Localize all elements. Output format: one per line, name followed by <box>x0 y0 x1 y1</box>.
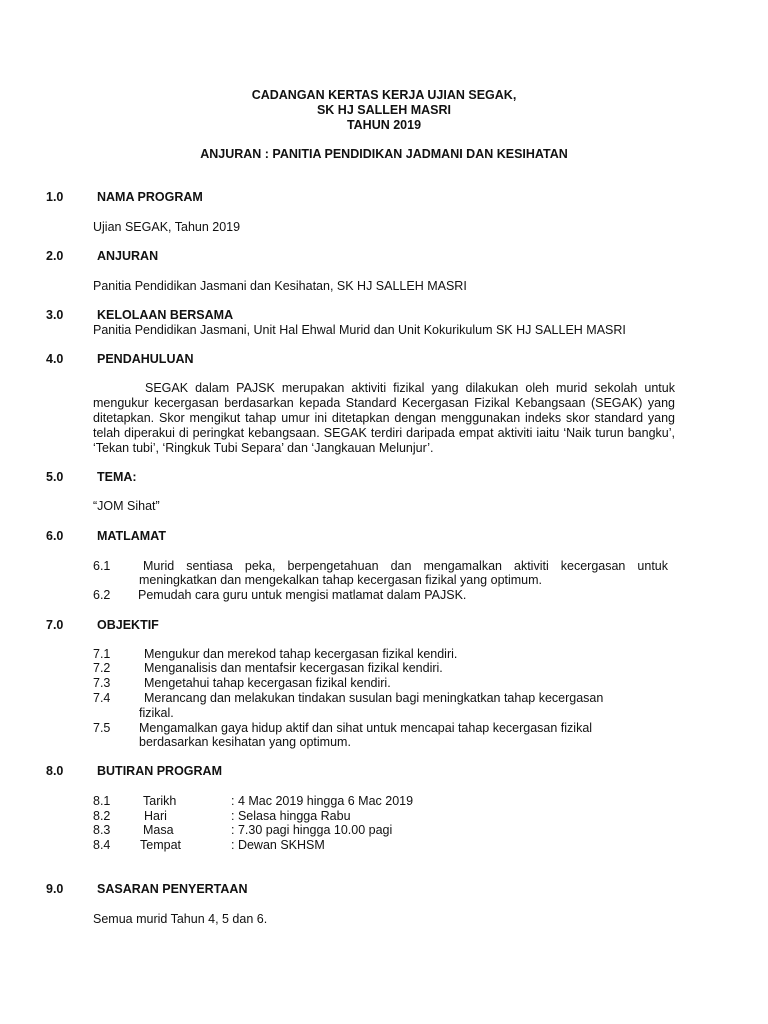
section-5-text: “JOM Sihat” <box>93 499 160 513</box>
section-1-num: 1.0 <box>46 190 64 204</box>
butiran-label: Masa <box>143 823 174 837</box>
objektif-text: Mengetahui tahap kecergasan fizikal kendiri. <box>144 676 391 690</box>
section-5-title: TEMA: <box>97 470 137 484</box>
butiran-value: : Dewan SKHSM <box>231 838 325 852</box>
objektif-num: 7.3 <box>93 676 111 690</box>
doc-title-line2: SK HJ SALLEH MASRI <box>316 103 452 117</box>
butiran-label: Tempat <box>140 838 181 852</box>
objektif-text: Merancang dan melakukan tindakan susulan bagi meningkatkan tahap kecergasan <box>144 691 604 705</box>
section-6-num: 6.0 <box>46 529 64 543</box>
objektif-num: 7.5 <box>93 721 111 735</box>
butiran-value: : 4 Mac 2019 hingga 6 Mac 2019 <box>231 794 414 808</box>
matlamat-num: 6.1 <box>93 559 111 573</box>
doc-organiser: ANJURAN : PANITIA PENDIDIKAN JADMANI DAN KESIHATAN <box>200 147 568 161</box>
doc-title-line3: TAHUN 2019 <box>346 118 422 132</box>
butiran-num: 8.1 <box>93 794 111 808</box>
butiran-num: 8.4 <box>93 838 111 852</box>
section-2-text: Panitia Pendidikan Jasmani dan Kesihatan, SK HJ SALLEH MASRI <box>93 279 467 293</box>
section-6-title: MATLAMAT <box>97 529 166 543</box>
butiran-label: Tarikh <box>143 794 177 808</box>
matlamat-text-cont: meningkatkan dan mengekalkan tahap kecergasan fizikal yang optimum. <box>139 573 543 587</box>
section-4-paragraph: SEGAK dalam PAJSK merupakan aktiviti fizikal yang dilakukan oleh murid sekolah untuk mengukur kecergasan berdasarkan kepada Standard Kecergasan Fizikal Kebangsaan (SEGAK) yang ditetapkan. Skor mengikut tahap umur ini ditetapkan dengan menggunakan indeks skor standard yang telah diperakui di peringkat kebangsaan. SEGAK terdiri daripada empat aktiviti iaitu ‘Naik turun bangku’, ‘Tekan tubi’, ‘Ringkuk Tubi Separa’ dan ‘Jangkauan Melunjur’. <box>93 381 675 455</box>
section-3-num: 3.0 <box>46 308 64 322</box>
butiran-value: : Selasa hingga Rabu <box>231 809 351 823</box>
matlamat-num: 6.2 <box>93 588 111 602</box>
objektif-text-cont: berdasarkan kesihatan yang optimum. <box>139 735 351 749</box>
objektif-text: Menganalisis dan mentafsir kecergasan fizikal kendiri. <box>144 661 443 675</box>
doc-title-line1: CADANGAN KERTAS KERJA UJIAN SEGAK, <box>251 88 517 102</box>
section-4-num: 4.0 <box>46 352 64 366</box>
section-7-num: 7.0 <box>46 618 64 632</box>
section-1-text: Ujian SEGAK, Tahun 2019 <box>93 220 241 234</box>
section-3-text: Panitia Pendidikan Jasmani, Unit Hal Ehwal Murid dan Unit Kokurikulum SK HJ SALLEH MASRI <box>93 323 626 337</box>
objektif-text: Mengamalkan gaya hidup aktif dan sihat untuk mencapai tahap kecergasan fizikal <box>139 721 593 735</box>
section-8-num: 8.0 <box>46 764 64 778</box>
section-9-title: SASARAN PENYERTAAN <box>97 882 248 896</box>
section-2-title: ANJURAN <box>97 249 159 263</box>
objektif-num: 7.2 <box>93 661 111 675</box>
section-8-title: BUTIRAN PROGRAM <box>97 764 222 778</box>
matlamat-text: Murid sentiasa peka, berpengetahuan dan mengamalkan aktiviti kecergasan untuk <box>143 559 668 573</box>
objektif-text-cont: fizikal. <box>139 706 174 720</box>
butiran-num: 8.3 <box>93 823 111 837</box>
butiran-num: 8.2 <box>93 809 111 823</box>
objektif-num: 7.4 <box>93 691 111 705</box>
section-2-num: 2.0 <box>46 249 64 263</box>
section-4-title: PENDAHULUAN <box>97 352 194 366</box>
objektif-text: Mengukur dan merekod tahap kecergasan fizikal kendiri. <box>144 647 458 661</box>
section-3-title: KELOLAAN BERSAMA <box>97 308 234 322</box>
objektif-num: 7.1 <box>93 647 111 661</box>
butiran-label: Hari <box>144 809 167 823</box>
matlamat-text: Pemudah cara guru untuk mengisi matlamat dalam PAJSK. <box>138 588 467 602</box>
butiran-value: : 7.30 pagi hingga 10.00 pagi <box>231 823 393 837</box>
section-1-title: NAMA PROGRAM <box>97 190 203 204</box>
section-9-text: Semua murid Tahun 4, 5 dan 6. <box>93 912 268 926</box>
section-9-num: 9.0 <box>46 882 64 896</box>
section-7-title: OBJEKTIF <box>97 618 159 632</box>
section-5-num: 5.0 <box>46 470 64 484</box>
